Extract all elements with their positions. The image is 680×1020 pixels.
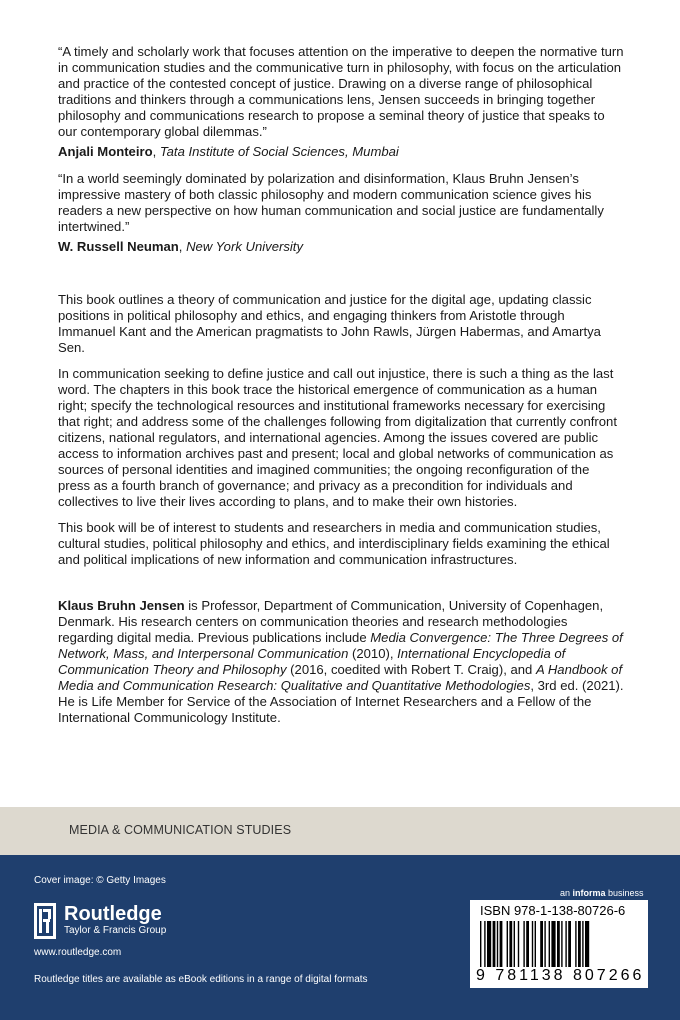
barcode-bars (478, 921, 640, 967)
ebook-note: Routledge titles are available as eBook editions in a range of digital formats (34, 974, 368, 985)
publisher-group: Taylor & Francis Group (64, 925, 167, 936)
bio-text: is Professor, Department of Communication, University of Copenhagen, Denmark. His research centers on communication theories and research methodologies regarding digital media. Previous publications include (58, 598, 604, 645)
barcode-bar (514, 921, 515, 967)
back-cover-text (58, 44, 624, 726)
endorser-name: W. Russell Neuman (58, 239, 179, 254)
publisher-footer (0, 855, 680, 1020)
informa-prefix: an (560, 888, 573, 898)
barcode-bar (526, 921, 529, 967)
isbn-number: ISBN 978-1-138-80726-6 (480, 903, 626, 918)
barcode-bar (493, 921, 496, 967)
bio-title: International Encyclopedia of Communication Theory and Philosophy (58, 646, 566, 677)
description-paragraph: This book outlines a theory of communication and justice for the digital age, updating classic positions in political philosophy and ethics, and engaging thinkers from Aristotle through Immanuel Kant and the American pragmatists to John Rawls, Jürgen Habermas, and Amartya Sen. (58, 292, 601, 355)
endorser-name: Anjali Monteiro (58, 144, 153, 159)
endorsement-attribution: Anjali Monteiro, Tata Institute of Social Sciences, Mumbai (58, 144, 399, 159)
barcode-bar (578, 921, 581, 967)
barcode-bar (500, 921, 503, 967)
bio-text: (2010), (348, 646, 398, 661)
publisher-website: www.routledge.com (34, 947, 122, 958)
barcode-bar (568, 921, 571, 967)
barcode-bar (532, 921, 533, 967)
barcode-bar (497, 921, 498, 967)
barcode-bar (557, 921, 560, 967)
category-band (0, 807, 680, 855)
barcode-bar (544, 921, 545, 967)
bio-text: (2016, coedited with Robert T. Craig), and (286, 662, 536, 677)
barcode-bar (585, 921, 589, 967)
barcode-bar (540, 921, 543, 967)
barcode-bar (487, 921, 491, 967)
barcode-bar (535, 921, 536, 967)
author-bio (58, 598, 624, 726)
category-label: MEDIA & COMMUNICATION STUDIES (69, 823, 292, 837)
bio-title: Media Convergence: The Three Degrees of Network, Mass, and Interpersonal Communication (58, 630, 623, 661)
barcode-bar (484, 921, 485, 967)
author-name: Klaus Bruhn Jensen (58, 598, 185, 613)
cover-credit: Cover image: © Getty Images (34, 875, 166, 886)
publisher-name: Routledge (64, 903, 162, 925)
barcode-bar (507, 921, 508, 967)
barcode-bar (509, 921, 512, 967)
description-paragraph: This book will be of interest to students and researchers in media and communication studies, cultural studies, political philosophy and ethics, and interdisciplinary fields examining the ethical and political implications of new information and communication infrastructures. (58, 520, 610, 567)
barcode-bar (523, 921, 524, 967)
barcode-bar (549, 921, 550, 967)
routledge-logo (34, 903, 166, 939)
endorser-affiliation: New York University (186, 239, 303, 254)
description-paragraph: In communication seeking to define justice and call out injustice, there is such a thing as the last word. The chapters in this book trace the historical emergence of communication as a human right; specify the technological resources and institutional frameworks necessary for exercising that right; and address some of the challenges following from digitalization that currently confront citizens, national regulators, and international agencies. Among the issues covered are public access to information archives past and present; local and global networks of communication as sources of personal identities and imagined communities; the ongoing reconfiguration of the press as a fourth branch of governance; and privacy as a precondition for individuals and collectives to live their lives according to plans, and to make their own histories. (58, 366, 617, 509)
barcode-bar (551, 921, 555, 967)
barcode-digits: 9 781138 807266 (476, 967, 645, 984)
informa-suffix: business (605, 888, 644, 898)
barcode-bar (518, 921, 519, 967)
barcode-bar (565, 921, 566, 967)
isbn-barcode (470, 900, 648, 988)
endorsement-attribution: W. Russell Neuman, New York University (58, 239, 303, 254)
routledge-logo-icon (34, 903, 56, 939)
bio-text: , 3rd ed. (2021). He is Life Member for Service of the Association of Internet Researchers and a Fellow of the International Communicology Institute. (58, 678, 624, 725)
barcode-bar (561, 921, 562, 967)
informa-brand: informa (572, 888, 606, 898)
endorsement-quote: “A timely and scholarly work that focuses attention on the imperative to deepen the normative turn in communication studies and the communicative turn in philosophy, with focus on the articulation and practice of the contested concept of justice. Drawing on a diverse range of philosophical traditions and thinkers through a communications lens, Jensen succeeds in bringing together philosophy and communications research to propose a seminal theory of justice that speaks to our contemporary global dilemmas.” (58, 44, 624, 139)
bio-title: A Handbook of Media and Communication Research: Qualitative and Quantitative Methodologies (58, 662, 623, 693)
endorsement-quote: “In a world seemingly dominated by polarization and disinformation, Klaus Bruhn Jensen’s impressive mastery of both classic philosophy and modern communication science gives his readers a new perspective on how human communication and social justice are fundamentally intertwined.” (58, 171, 604, 234)
barcode-bar (480, 921, 481, 967)
barcode-bar (575, 921, 576, 967)
endorser-affiliation: Tata Institute of Social Sciences, Mumbai (159, 144, 399, 159)
informa-tag (560, 888, 644, 898)
barcode-bar (582, 921, 583, 967)
